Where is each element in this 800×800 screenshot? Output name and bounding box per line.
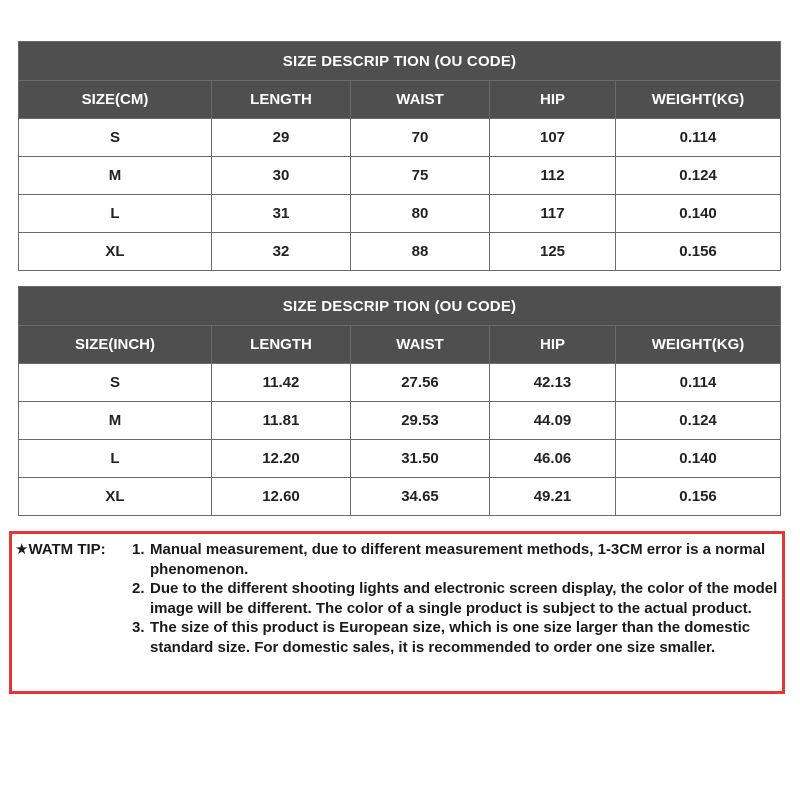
hip-cell: 112 bbox=[490, 157, 616, 195]
tip-text: The size of this product is European size, which is one size larger than the domestic standard size. For domestic sales, it is recommended to order one size smaller. bbox=[150, 619, 751, 656]
hip-cell: 44.09 bbox=[490, 402, 616, 440]
list-item bbox=[132, 540, 782, 579]
waist-cell: 88 bbox=[351, 233, 490, 271]
table-row bbox=[19, 402, 781, 440]
column-header-weight: WEIGHT(KG) bbox=[616, 81, 781, 119]
tip-number: 3. bbox=[132, 619, 145, 637]
length-cell: 11.81 bbox=[212, 402, 351, 440]
tip-text: Due to the different shooting lights and electronic screen display, the color of the model image will be different. The color of a single product is subject to the actual product. bbox=[150, 580, 778, 617]
hip-cell: 107 bbox=[490, 119, 616, 157]
column-header-size: SIZE(INCH) bbox=[19, 326, 212, 364]
size-cell: XL bbox=[19, 233, 212, 271]
waist-cell: 27.56 bbox=[351, 364, 490, 402]
length-cell: 12.20 bbox=[212, 440, 351, 478]
hip-cell: 117 bbox=[490, 195, 616, 233]
table-row bbox=[19, 119, 781, 157]
size-table-inch bbox=[18, 286, 781, 516]
list-item bbox=[132, 618, 782, 657]
length-cell: 11.42 bbox=[212, 364, 351, 402]
table-title: SIZE DESCRIP TION (OU CODE) bbox=[19, 287, 781, 326]
size-table-cm bbox=[18, 41, 781, 271]
column-header-length: LENGTH bbox=[212, 326, 351, 364]
weight-cell: 0.114 bbox=[616, 364, 781, 402]
waist-cell: 70 bbox=[351, 119, 490, 157]
tip-number: 1. bbox=[132, 541, 145, 558]
hip-cell: 42.13 bbox=[490, 364, 616, 402]
table-row bbox=[19, 233, 781, 271]
tip-text: Manual measurement, due to different measurement methods, 1-3CM error is a normal phenomenon. bbox=[150, 541, 766, 578]
hip-cell: 125 bbox=[490, 233, 616, 271]
weight-cell: 0.124 bbox=[616, 157, 781, 195]
hip-cell: 46.06 bbox=[490, 440, 616, 478]
weight-cell: 0.114 bbox=[616, 119, 781, 157]
weight-cell: 0.124 bbox=[616, 402, 781, 440]
waist-cell: 29.53 bbox=[351, 402, 490, 440]
weight-cell: 0.140 bbox=[616, 440, 781, 478]
column-header-waist: WAIST bbox=[351, 326, 490, 364]
tip-list bbox=[132, 540, 782, 658]
list-item bbox=[132, 579, 782, 618]
waist-cell: 80 bbox=[351, 195, 490, 233]
length-cell: 32 bbox=[212, 233, 351, 271]
size-cell: S bbox=[19, 119, 212, 157]
table-row bbox=[19, 195, 781, 233]
table-row bbox=[19, 440, 781, 478]
column-header-length: LENGTH bbox=[212, 81, 351, 119]
table-row bbox=[19, 157, 781, 195]
column-header-weight: WEIGHT(KG) bbox=[616, 326, 781, 364]
tip-label: ★WATM TIP: bbox=[15, 541, 106, 558]
column-header-waist: WAIST bbox=[351, 81, 490, 119]
table-row bbox=[19, 478, 781, 516]
waist-cell: 31.50 bbox=[351, 440, 490, 478]
column-header-size: SIZE(CM) bbox=[19, 81, 212, 119]
length-cell: 29 bbox=[212, 119, 351, 157]
column-header-hip: HIP bbox=[490, 81, 616, 119]
length-cell: 30 bbox=[212, 157, 351, 195]
size-cell: L bbox=[19, 195, 212, 233]
tip-number: 2. bbox=[132, 580, 145, 598]
column-header-hip: HIP bbox=[490, 326, 616, 364]
hip-cell: 49.21 bbox=[490, 478, 616, 516]
weight-cell: 0.156 bbox=[616, 233, 781, 271]
size-cell: M bbox=[19, 402, 212, 440]
size-cell: L bbox=[19, 440, 212, 478]
size-cell: M bbox=[19, 157, 212, 195]
table-title: SIZE DESCRIP TION (OU CODE) bbox=[19, 42, 781, 81]
weight-cell: 0.156 bbox=[616, 478, 781, 516]
waist-cell: 75 bbox=[351, 157, 490, 195]
length-cell: 12.60 bbox=[212, 478, 351, 516]
waist-cell: 34.65 bbox=[351, 478, 490, 516]
size-cell: XL bbox=[19, 478, 212, 516]
size-cell: S bbox=[19, 364, 212, 402]
table-row bbox=[19, 364, 781, 402]
length-cell: 31 bbox=[212, 195, 351, 233]
weight-cell: 0.140 bbox=[616, 195, 781, 233]
tip-box bbox=[9, 531, 785, 694]
